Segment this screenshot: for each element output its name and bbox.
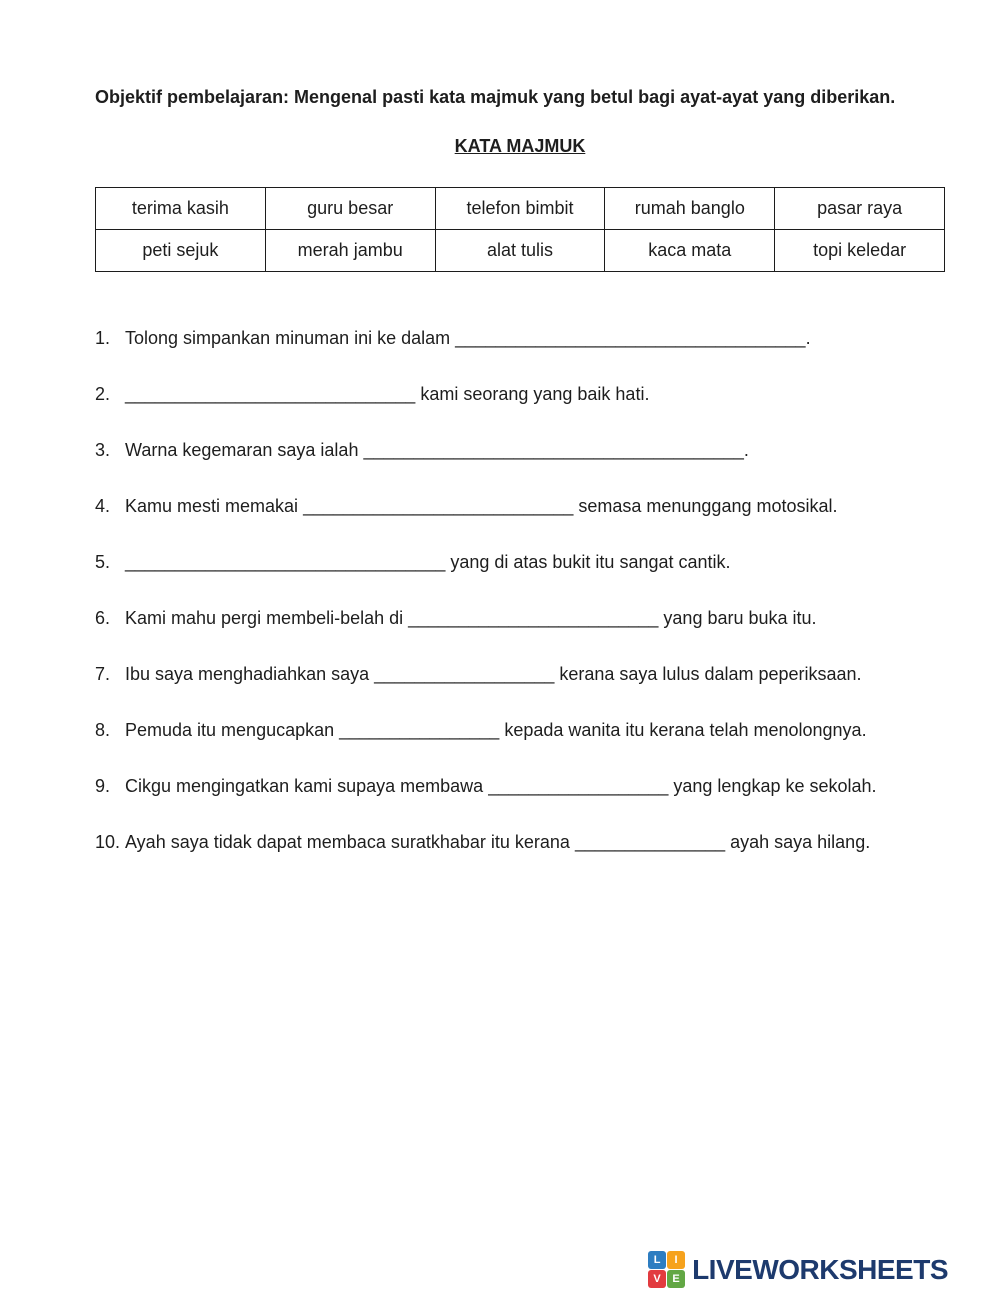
question-row — [95, 328, 945, 384]
question-row — [95, 552, 945, 608]
question-after: yang di atas bukit itu sangat cantik. — [445, 551, 731, 572]
answer-blank[interactable]: ________________ — [339, 719, 500, 740]
question-before: Ayah saya tidak dapat membaca suratkhabar itu kerana — [125, 831, 575, 852]
answer-blank[interactable]: _______________ — [574, 831, 726, 852]
word-bank-cell: kaca mata — [605, 229, 775, 271]
logo-letter-v: V — [648, 1270, 666, 1288]
question-before: Warna kegemaran saya ialah — [125, 439, 364, 460]
question-number: 8. — [95, 719, 111, 740]
question-before: Kamu mesti memakai — [125, 495, 304, 516]
question-number: 9. — [95, 775, 111, 796]
logo-letter-i: I — [667, 1251, 685, 1269]
word-bank-table — [95, 187, 945, 272]
question-number: 4. — [95, 495, 111, 516]
logo-letter-e: E — [667, 1270, 685, 1288]
answer-blank[interactable]: ________________________________ — [125, 551, 446, 572]
question-before: Cikgu mengingatkan kami supaya membawa — [125, 775, 489, 796]
question-row — [95, 384, 945, 440]
question-after: . — [743, 439, 749, 460]
question-before: Tolong simpankan minuman ini ke dalam — [125, 327, 456, 348]
question-after: kerana saya lulus dalam peperiksaan. — [554, 663, 862, 684]
question-after: kami seorang yang baik hati. — [415, 383, 650, 404]
word-bank-cell: guru besar — [265, 187, 435, 229]
question-number: 2. — [95, 383, 111, 404]
question-row — [95, 440, 945, 496]
question-before: Kami mahu pergi membeli-belah di — [125, 607, 409, 628]
brand-wordmark: LIVEWORKSHEETS — [692, 1253, 948, 1285]
question-number: 1. — [95, 327, 111, 348]
logo-letter-l: L — [648, 1251, 666, 1269]
question-row — [95, 832, 945, 888]
answer-blank[interactable]: ______________________________________ — [363, 439, 744, 460]
question-after: yang lengkap ke sekolah. — [668, 775, 877, 796]
question-row — [95, 608, 945, 664]
question-list — [95, 328, 945, 888]
word-bank-cell: merah jambu — [265, 229, 435, 271]
word-bank-cell: alat tulis — [435, 229, 605, 271]
answer-blank[interactable]: __________________ — [374, 663, 555, 684]
question-after: kepada wanita itu kerana telah menolongnya. — [499, 719, 867, 740]
answer-blank[interactable]: ___________________________ — [303, 495, 574, 516]
question-number: 5. — [95, 551, 111, 572]
question-row — [95, 496, 945, 552]
question-number: 6. — [95, 607, 111, 628]
word-bank-cell: telefon bimbit — [435, 187, 605, 229]
page-title: KATA MAJMUK — [454, 135, 586, 156]
liveworksheets-icon — [648, 1251, 685, 1288]
answer-blank[interactable]: _________________________ — [408, 607, 659, 628]
worksheet-content — [95, 84, 945, 888]
question-row — [95, 776, 945, 832]
question-after: semasa menunggang motosikal. — [573, 495, 838, 516]
question-number: 7. — [95, 663, 111, 684]
question-row — [95, 720, 945, 776]
word-bank-row — [96, 229, 945, 271]
word-bank-cell: peti sejuk — [96, 229, 266, 271]
answer-blank[interactable]: ___________________________________ — [455, 327, 806, 348]
word-bank-cell: topi keledar — [775, 229, 945, 271]
question-number: 3. — [95, 439, 111, 460]
question-row — [95, 664, 945, 720]
answer-blank[interactable]: _____________________________ — [125, 383, 416, 404]
question-before: Ibu saya menghadiahkan saya — [125, 663, 375, 684]
question-before: Pemuda itu mengucapkan — [125, 719, 340, 740]
word-bank-cell: pasar raya — [775, 187, 945, 229]
word-bank-cell: rumah banglo — [605, 187, 775, 229]
question-number: 10. — [95, 831, 121, 852]
question-after: ayah saya hilang. — [725, 831, 871, 852]
answer-blank[interactable]: __________________ — [488, 775, 669, 796]
liveworksheets-logo-link[interactable] — [648, 1251, 948, 1288]
learning-objective: Objektif pembelajaran: Mengenal pasti kata majmuk yang betul bagi ayat-ayat yang diberikan. — [95, 87, 896, 107]
question-after: . — [805, 327, 811, 348]
word-bank-row — [96, 187, 945, 229]
word-bank-cell: terima kasih — [96, 187, 266, 229]
question-after: yang baru buka itu. — [658, 607, 817, 628]
